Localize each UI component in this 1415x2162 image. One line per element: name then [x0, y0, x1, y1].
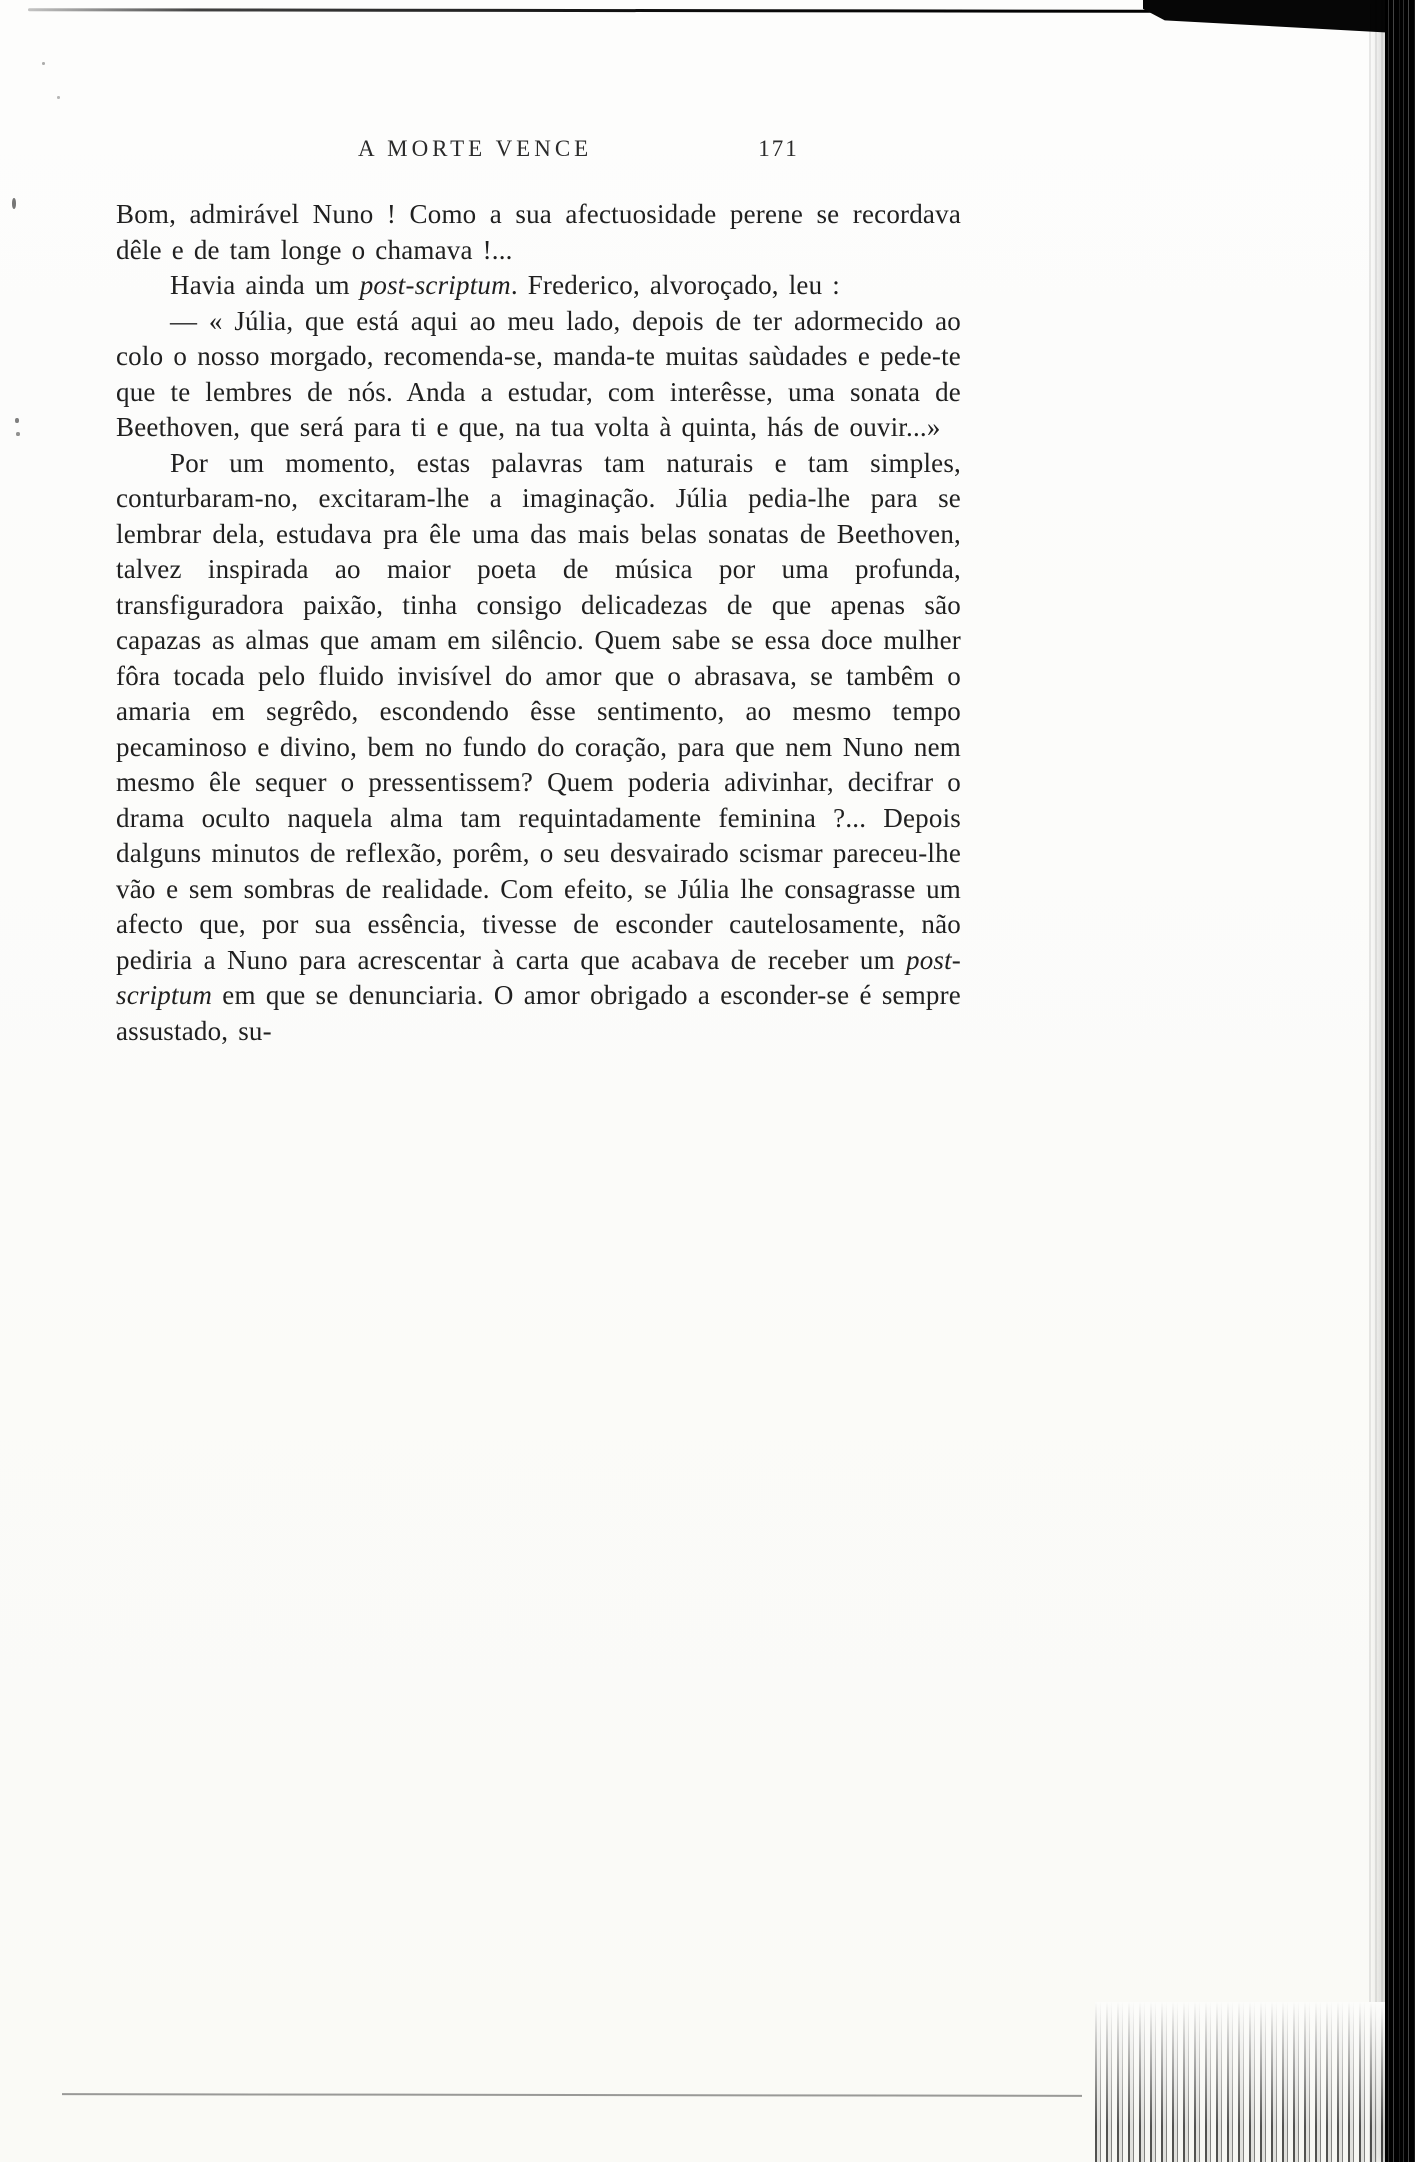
scan-speck: [16, 432, 20, 436]
scan-artifact-right-shadow: [1369, 0, 1385, 2162]
italic-text-segment: post-scriptum: [359, 270, 511, 300]
scan-artifact-bottom-line: [62, 2093, 1082, 2097]
text-segment: . Frederico, alvoroçado, leu :: [510, 270, 840, 300]
text-segment: — « Júlia, que está aqui ao meu lado, depois de ter adormecido ao colo o nosso morgado, recomenda-se, manda-te muitas saùdades e pede-te que te lembres de nós. Anda a estudar, com interêsse, uma sonata de Beethoven, que será para ti e que, na tua volta à quinta, hás de ouvir...»: [116, 305, 961, 442]
page-body: [116, 197, 961, 1049]
text-segment: Havia ainda um: [170, 270, 360, 300]
scan-artifact-page-edges: [1095, 2002, 1385, 2162]
text-segment: Bom, admirável Nuno ! Como a sua afectuosidade perene se recordava dêle e de tam longe o chamava !...: [116, 199, 961, 265]
italic-text-segment: post-scriptum: [116, 944, 961, 1010]
scan-speck: [42, 62, 45, 65]
scan-artifact-top-line: [28, 8, 1153, 13]
text-segment: em que se denunciaria. O amor obrigado a esconder-se é sempre assustado, su-: [116, 980, 961, 1046]
scan-speck: [57, 96, 60, 99]
text-column: [116, 136, 961, 1049]
paragraph: [116, 197, 961, 268]
scan-speck: [12, 198, 16, 209]
page-header-title: A MORTE VENCE: [358, 136, 593, 161]
paragraph: [116, 446, 961, 1050]
scan-artifact-top-right-block: [1143, 0, 1415, 34]
page-number: 171: [758, 136, 799, 161]
paragraph: [116, 304, 961, 446]
paragraph: [116, 268, 961, 304]
scan-speck: [15, 418, 19, 423]
text-segment: Por um momento, estas palavras tam naturais e tam simples, conturbaram-no, excitaram-lhe a imaginação. Júlia pedia-lhe para se lembrar dela, estudava pra êle uma das mais belas sonatas de Beethoven, talvez inspirada ao maior poeta de música por uma profunda, transfiguradora paixão, tinha consigo delicadezas de que apenas são capazas as almas que amam em silêncio. Quem sabe se essa doce mulher fôra tocada pelo fluido invisível do amor que o abrasava, se tambêm o amaria em segrêdo, escondendo êsse sentimento, ao mesmo tempo pecaminoso e divino, bem no fundo do coração, para que nem Nuno nem mesmo êle sequer o pressentissem? Quem poderia adivinhar, decifrar o drama oculto naquela alma tam requintadamente feminina ?... Depois dalguns minutos de reflexão, porêm, o seu desvairado scismar pareceu-lhe vão e sem sombras de realidade. Com efeito, se Júlia lhe consagrasse um afecto que, por sua essência, tivesse de esconder cautelosamente, não pediria a Nuno para acrescentar à carta que acabava de receber um: [116, 447, 961, 975]
running-header: [116, 136, 961, 166]
scan-artifact-right-edge: [1385, 0, 1415, 2162]
